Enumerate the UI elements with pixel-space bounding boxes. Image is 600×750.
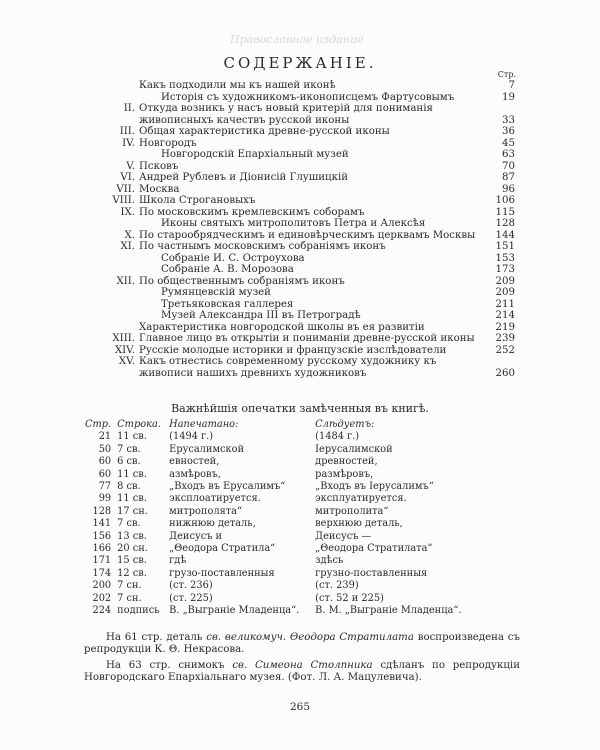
toc-entry [105, 184, 515, 196]
toc-entry-page: 115 [495, 206, 515, 218]
toc-entry [105, 80, 515, 92]
toc-entry-page: 128 [495, 218, 515, 229]
toc-entry-title: Собраніе А. В. Морозова [161, 264, 294, 275]
toc-entry-title: Исторія съ художникомъ-иконописцемъ Фартусовымъ [161, 91, 455, 103]
toc-entry-page: 45 [502, 137, 515, 149]
errata-cell-page: 50 [98, 443, 112, 455]
page-number: 265 [289, 701, 311, 713]
toc-entry-title: Андрей Рублевъ и Діонисій Глушицкій [139, 172, 349, 183]
toc-entry-title: Собраніе И. С. Остроухова [161, 252, 305, 264]
errata-cell-line: 12 св. [117, 567, 147, 579]
toc-entry-page: 219 [495, 321, 515, 333]
toc-entry-page: 106 [495, 195, 515, 206]
toc-entry-number: II. [123, 103, 135, 114]
errata-row [85, 506, 465, 518]
toc-entry [105, 230, 515, 242]
toc-entry-page: 153 [495, 252, 515, 264]
errata-cell-printed: В. „Выграніе Младенца“. [169, 605, 300, 617]
toc-entry-title: Русскіе молодые историки и французскіе изслѣдователи [139, 344, 447, 356]
errata-cell-should: „Входъ въ Іерусалимъ“ [315, 481, 434, 493]
note-1-suffix: воспроизведена съ репродукціи К. Θ. Некрасова. [84, 632, 520, 656]
toc-entry [105, 126, 515, 138]
errata-cell-line: 11 св. [117, 493, 147, 505]
errata-cell-should: эксплуатируется. [315, 493, 407, 505]
toc-entry-title: Новгородъ [139, 137, 197, 149]
toc-entry-title: Откуда возникъ у насъ новый критерій для пониманія живописныхъ качествъ русской иконы [139, 103, 433, 126]
errata-cell-printed: (ст. 236) [169, 580, 213, 592]
errata-cell-page: 60 [98, 456, 112, 468]
errata-cell-page: 200 [92, 580, 112, 592]
errata-cell-should: (ст. 52 и 225) [315, 592, 384, 604]
errata-cell-line: 7 св. [117, 443, 141, 455]
toc-entry-title: По общественнымъ собраніямъ иконъ [139, 275, 345, 287]
bleed-through-text: Православное издание [230, 33, 364, 46]
toc-entry-page: 87 [502, 172, 515, 183]
toc-entry-page: 36 [502, 126, 515, 137]
errata-cell-page: 128 [92, 505, 112, 517]
toc-entry [105, 207, 515, 219]
toc-entry-number: XV. [118, 356, 135, 367]
errata-cell-printed: „Входъ въ Ерусалимъ“ [169, 481, 286, 493]
toc-entry [105, 138, 515, 150]
toc-entry-number: XI. [120, 241, 135, 252]
errata-cell-should: В. М. „Выграніе Младенца“. [315, 605, 462, 617]
toc-entry [105, 345, 515, 357]
errata-table [85, 419, 465, 618]
toc-entry-title: Какъ отнестись современному русскому художнику къ живописи нашихъ древнихъ художниковъ [139, 356, 437, 379]
toc-entry [105, 92, 515, 104]
toc-entry-page: 211 [495, 298, 515, 310]
errata-cell-should: древностей, [315, 456, 378, 468]
errata-cell-line: 13 св. [117, 530, 147, 542]
errata-cell-printed: „Θеодора Стратила“ [169, 543, 276, 555]
toc-entry [105, 161, 515, 173]
errata-cell-page: 141 [92, 518, 112, 530]
toc-entry [105, 253, 515, 265]
toc-entry-number: XIV. [114, 344, 135, 356]
errata-cell-should: „Θеодора Стратилата“ [315, 543, 433, 555]
toc-entry [105, 172, 515, 184]
errata-cell-printed: митрополята“ [169, 505, 243, 517]
toc-entry-title: Третьяковская галлерея [161, 298, 294, 310]
errata-cell-printed: Ерусалимской [169, 443, 245, 455]
toc-entry [105, 356, 515, 379]
errata-cell-should: грузно-поставленныя [315, 567, 428, 579]
toc-entry-number: III. [119, 126, 135, 137]
errata-cell-line: 8 св. [117, 481, 141, 493]
errata-cell-printed: Деисусъ и [169, 530, 223, 542]
errata-cell-printed: эксплоатируется. [169, 493, 261, 505]
errata-header-line: Строка. [117, 419, 161, 430]
toc-entry [105, 149, 515, 161]
errata-cell-should: (ст. 239) [315, 580, 359, 592]
toc-entry-number: VI. [120, 172, 135, 183]
errata-cell-printed: нижнюю деталь, [169, 518, 256, 530]
toc-entry-title: Главное лицо въ открытіи и пониманіи древне-русской иконы [139, 333, 475, 344]
table-of-contents [105, 80, 515, 379]
errata-cell-should: Іерусалимской [315, 443, 393, 455]
toc-entry-title: Характеристика новгородской школы въ ея развитіи [139, 321, 425, 333]
toc-entry-page: 239 [495, 333, 515, 344]
toc-entry-title: Музей Александра III въ Петроградѣ [161, 310, 361, 321]
toc-entry-page: 260 [495, 367, 515, 379]
toc-entry-number: IX. [120, 206, 135, 218]
toc-entry-title: Иконы святыхъ митрополитовъ Петра и Алексѣя [161, 218, 426, 229]
toc-entry-title: Какъ подходили мы къ нашей иконѣ [139, 80, 336, 91]
errata-cell-page: 99 [98, 493, 112, 505]
toc-entry-page: 96 [502, 183, 515, 195]
toc-entry [105, 333, 515, 345]
toc-entry-page: 63 [502, 149, 515, 160]
errata-row [85, 580, 465, 592]
toc-entry [105, 310, 515, 322]
errata-cell-line: 7 св. [117, 518, 141, 530]
errata-cell-page: 21 [98, 431, 112, 443]
toc-entry-title: По частнымъ московскимъ собраніямъ иконъ [139, 241, 386, 252]
note-paragraph-1 [84, 632, 520, 656]
toc-entry-page: 214 [495, 310, 515, 321]
errata-cell-page: 174 [92, 567, 112, 579]
page-title: СОДЕРЖАНІЕ. [223, 54, 377, 72]
errata-cell-should: (1484 г.) [315, 431, 360, 443]
toc-entry-number: XIII. [112, 333, 135, 344]
errata-row [85, 593, 465, 605]
errata-title: Важнѣйшія опечатки замѣченныя въ книгѣ. [171, 402, 429, 415]
errata-cell-page: 202 [92, 592, 112, 604]
errata-cell-should: верхнюю деталь, [315, 518, 403, 530]
note-2-prefix: На 63 стр. снимокъ [106, 660, 225, 672]
errata-header-should: Слѣдуетъ: [315, 419, 375, 430]
toc-entry-title: По московскимъ кремлевскимъ соборамъ [139, 206, 365, 218]
toc-entry-page: 252 [495, 344, 515, 356]
errata-cell-printed: азмѣровъ, [169, 468, 221, 480]
errata-cell-page: 60 [98, 468, 112, 480]
toc-entry [105, 103, 515, 126]
errata-cell-line: 15 св. [117, 555, 147, 567]
toc-entry-title: Общая характеристика древне-русской иконы [139, 126, 390, 137]
errata-cell-line: 11 св. [117, 431, 147, 443]
errata-cell-line: 17 сн. [117, 505, 148, 517]
note-1-prefix: На 61 стр. деталь [106, 632, 203, 644]
toc-entry [105, 276, 515, 288]
note-2-suffix: сдѣланъ по репродукціи Новгородскаго Епархіальнаго музея. (Фот. Л. А. Мацулевича). [84, 660, 520, 684]
toc-entry-number: XII. [116, 275, 135, 287]
toc-entry [105, 195, 515, 207]
errata-cell-page: 166 [92, 543, 112, 555]
toc-entry-number: X. [124, 229, 135, 241]
errata-row [85, 531, 465, 543]
toc-entry [105, 322, 515, 334]
errata-cell-should: размѣровъ, [315, 468, 374, 480]
errata-cell-line: 20 сн. [117, 543, 148, 555]
errata-cell-page: 171 [92, 555, 112, 567]
toc-entry-page: 33 [502, 114, 515, 126]
errata-header-row [85, 419, 465, 431]
toc-entry-page: 209 [495, 275, 515, 287]
note-2-italic: св. Симеона Столпника [232, 660, 373, 672]
errata-row [85, 469, 465, 481]
errata-cell-printed: гдѣ [169, 555, 187, 567]
errata-cell-should: митрополита“ [315, 505, 389, 517]
toc-entry-page: 19 [502, 91, 515, 103]
errata-row [85, 518, 465, 530]
toc-entry-number: VII. [116, 183, 135, 195]
errata-row [85, 481, 465, 493]
errata-row [85, 543, 465, 555]
toc-entry-page: 7 [508, 80, 515, 91]
toc-entry-title: По старообрядческимъ и единовѣрческимъ церквамъ Москвы [139, 229, 476, 241]
toc-entry-page: 70 [502, 160, 515, 172]
errata-row [85, 568, 465, 580]
errata-header-page: Стр. [85, 419, 112, 430]
toc-entry [105, 218, 515, 230]
errata-row [85, 431, 465, 443]
toc-entry-page: 173 [495, 264, 515, 275]
toc-entry [105, 299, 515, 311]
toc-entry-title: Школа Строгановыхъ [139, 195, 256, 206]
note-1-italic: св. великомуч. Өеодора Стратилата [206, 632, 414, 644]
errata-row [85, 444, 465, 456]
errata-cell-printed: (1494 г.) [169, 431, 214, 443]
note-paragraph-2 [84, 660, 520, 684]
toc-entry-number: VIII. [112, 195, 135, 206]
toc-entry [105, 264, 515, 276]
toc-entry [105, 287, 515, 299]
errata-cell-line: 7 сн. [117, 592, 142, 604]
errata-row [85, 456, 465, 468]
toc-entry-number: V. [126, 160, 135, 172]
page-column-label: Стр. [497, 70, 516, 79]
errata-cell-should: здѣсь [315, 555, 344, 567]
toc-entry-number: IV. [122, 137, 135, 149]
errata-cell-line: 6 св. [117, 456, 141, 468]
errata-header-printed: Напечатано: [169, 419, 239, 430]
errata-cell-page: 156 [92, 530, 112, 542]
toc-entry-title: Псковъ [139, 160, 179, 172]
errata-cell-printed: (ст. 225) [169, 592, 213, 604]
errata-cell-page: 77 [98, 481, 112, 493]
toc-entry [105, 241, 515, 253]
errata-cell-line: подпись [117, 605, 160, 617]
toc-entry-title: Москва [139, 183, 180, 195]
errata-row [85, 493, 465, 505]
errata-cell-line: 11 св. [117, 468, 147, 480]
errata-cell-should: Деисусъ — [315, 530, 372, 542]
errata-row [85, 555, 465, 567]
errata-cell-page: 224 [92, 605, 112, 617]
errata-cell-line: 7 сн. [117, 580, 142, 592]
toc-entry-title: Румянцевскій музей [161, 287, 271, 298]
toc-entry-page: 151 [495, 241, 515, 252]
errata-row [85, 605, 465, 617]
toc-entry-page: 144 [495, 229, 515, 241]
errata-cell-printed: грузо-поставленныя [169, 567, 275, 579]
toc-entry-page: 209 [495, 287, 515, 298]
errata-cell-printed: евностей, [169, 456, 220, 468]
toc-entry-title: Новгородскій Епархіальный музей [161, 149, 349, 160]
